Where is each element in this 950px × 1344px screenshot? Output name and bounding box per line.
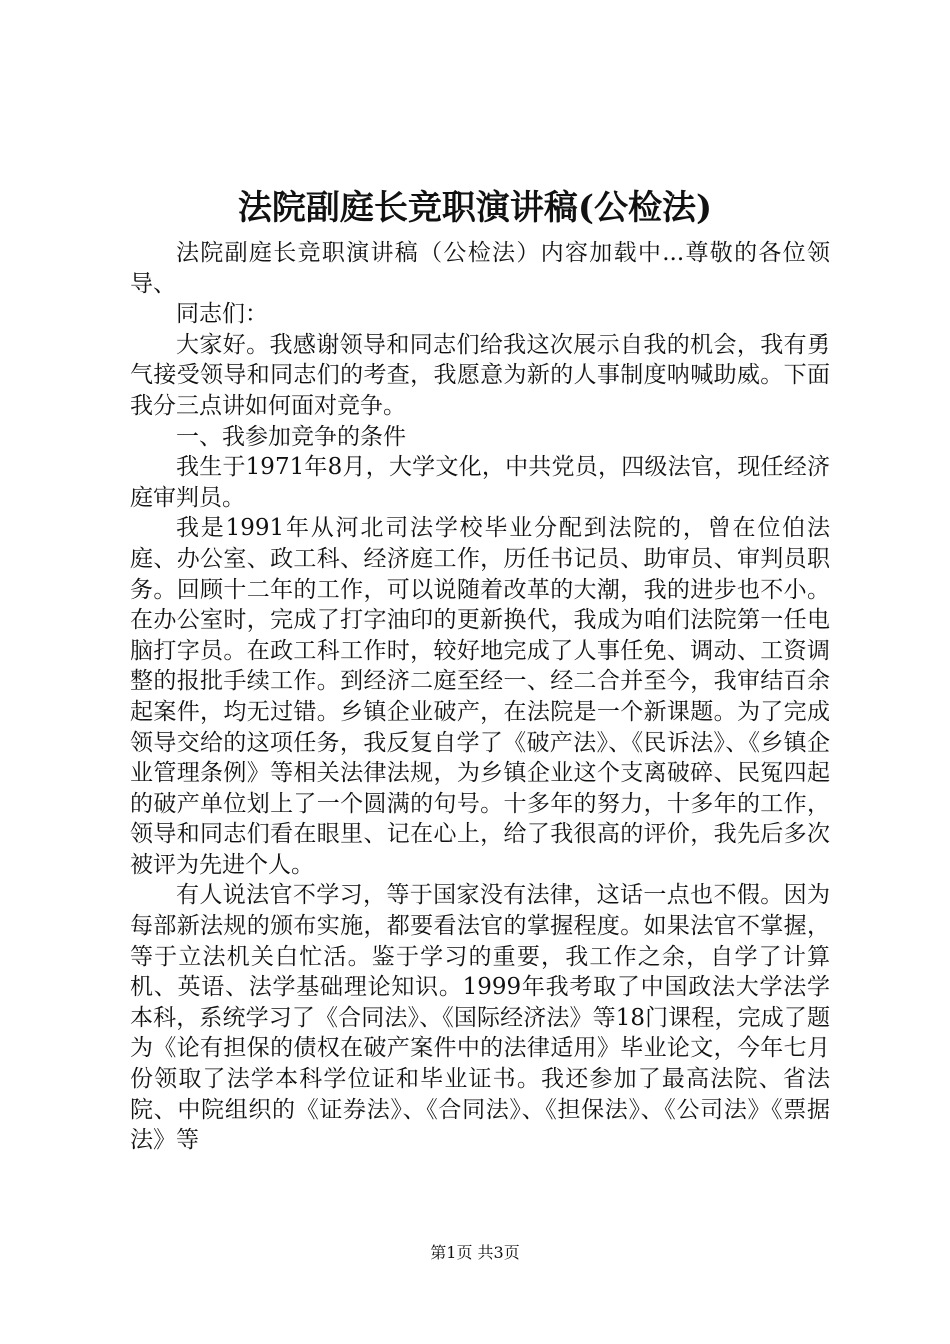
document-body (130, 238, 830, 1156)
paragraph-background: 我生于1971年8月，大学文化，中共党员，四级法官，现任经济庭审判员。 (130, 454, 830, 511)
paragraph-career: 我是1991年从河北司法学校毕业分配到法院的，曾在位伯法庭、办公室、政工科、经济庭工作，历任书记员、助审员、审判员职务。回顾十二年的工作，可以说随着改革的大潮，我的进步也不小。在办公室时，完成了打字油印的更新换代，我成为咱们法院第一任电脑打字员。在政工科工作时，较好地完成了人事任免、调动、工资调整的报批手续工作。到经济二庭至经一、经二合并至今，我审结百余起案件，均无过错。乡镇企业破产，在法院是一个新课题。为了完成领导交给的这项任务，我反复自学了《破产法》、《民诉法》、《乡镇企业管理条例》等相关法律法规，为乡镇企业这个支离破碎、民冤四起的破产单位划上了一个圆满的句号。十多年的努力，十多年的工作，领导和同志们看在眼里、记在心上，给了我很高的评价，我先后多次被评为先进个人。 (130, 515, 830, 878)
paragraph-study: 有人说法官不学习，等于国家没有法律，这话一点也不假。因为每部新法规的颁布实施，都要看法官的掌握程度。如果法官不掌握，等于立法机关白忙活。鉴于学习的重要，我工作之余，自学了计算机、英语、法学基础理论知识。1999年我考取了中国政法大学法学本科，系统学习了《合同法》、《国际经济法》等18门课程，完成了题为《论有担保的债权在破产案件中的法律适用》毕业论文，今年七月份领取了法学本科学位证和毕业证书。我还参加了最高法院、省法院、中院组织的《证券法》、《合同法》、《担保法》、《公司法》《票据法》等 (130, 882, 830, 1154)
paragraph-salutation: 同志们： (176, 301, 268, 328)
page-number-footer: 第1页 共3页 (430, 1243, 520, 1262)
paragraph-greeting: 法院副庭长竞职演讲稿（公检法）内容加载中...尊敬的各位领导、 (130, 240, 830, 297)
document-title: 法院副庭长竞职演讲稿(公检法) (237, 188, 713, 228)
paragraph-intro: 大家好。我感谢领导和同志们给我这次展示自我的机会，我有勇气接受领导和同志们的考查，我愿意为新的人事制度呐喊助威。下面我分三点讲如何面对竞争。 (130, 331, 830, 419)
section-heading-conditions: 一、我参加竞争的条件 (176, 423, 406, 450)
